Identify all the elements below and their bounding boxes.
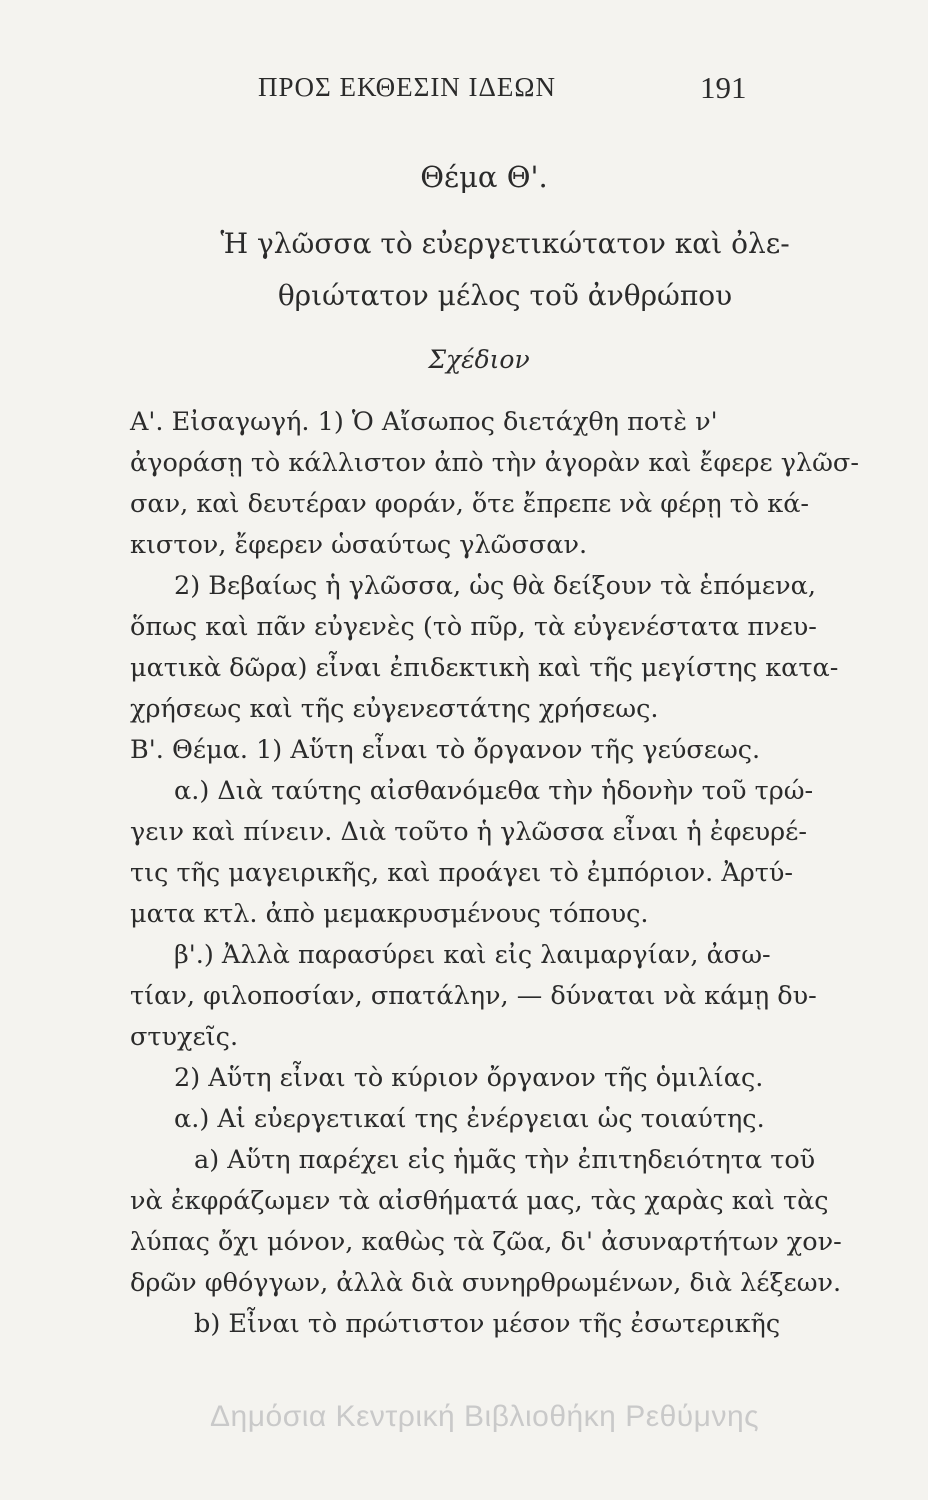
text-line: ματα κτλ. ἀπὸ μεμακρυσμένους τόπους. [130, 899, 649, 929]
text-line: b) Εἶναι τὸ πρώτιστον μέσον τῆς ἐσωτερικῆς [194, 1309, 781, 1339]
text-line: α.) Διὰ ταύτης αἰσθανόμεθα τὴν ἡδονὴν τοῦ τρώ- [174, 776, 814, 806]
text-line: 2) Αὕτη εἶναι τὸ κύριον ὄργανον τῆς ὁμιλίας. [174, 1063, 764, 1093]
running-head [0, 70, 928, 114]
text-line: α.) Αἱ εὐεργετικαί της ἐνέργειαι ὡς τοιαύτης. [174, 1104, 765, 1134]
text-line: γειν καὶ πίνειν. Διὰ τοῦτο ἡ γλῶσσα εἶναι ἡ ἐφευρέ- [130, 817, 807, 847]
subject-line: θριώτατον μέλος τοῦ ἀνθρώπου [277, 279, 733, 312]
outline-label: Σχέδιον [428, 345, 530, 374]
body-text [130, 402, 859, 1345]
text-line: ἀγοράσῃ τὸ κάλλιστον ἀπὸ τὴν ἀγορὰν καὶ ἔφερε γλῶσ- [130, 448, 859, 478]
library-watermark: Δημόσια Κεντρική Βιβλιοθήκη Ρεθύμνης [210, 1400, 760, 1433]
text-line: Β'. Θέμα. 1) Αὕτη εἶναι τὸ ὄργανον τῆς γεύσεως. [130, 735, 761, 765]
text-line: ματικὰ δῶρα) εἶναι ἐπιδεκτικὴ καὶ τῆς μεγίστης κατα- [130, 653, 839, 683]
text-line: δρῶν φθόγγων, ἀλλὰ διὰ συνηρθρωμένων, διὰ λέξεων. [130, 1268, 842, 1298]
running-title: ΠΡΟΣ ΕΚΘΕΣΙΝ ΙΔΕΩΝ [258, 72, 556, 102]
text-line: στυχεῖς. [130, 1022, 239, 1052]
text-line: νὰ ἐκφράζωμεν τὰ αἰσθήματά μας, τὰς χαρὰς καὶ τὰς [130, 1186, 829, 1216]
subject-line: Ἡ γλῶσσα τὸ εὐεργετικώτατον καὶ ὀλε- [220, 227, 790, 260]
theme-heading: Θέμα Θ'. [420, 160, 548, 194]
text-line: β'.) Ἀλλὰ παρασύρει καὶ εἰς λαιμαργίαν, ἀσω- [174, 940, 771, 970]
text-line: τις τῆς μαγειρικῆς, καὶ προάγει τὸ ἐμπόριον. Ἀρτύ- [130, 858, 793, 888]
text-line: κιστον, ἔφερεν ὡσαύτως γλῶσσαν. [130, 530, 588, 560]
text-line: a) Αὕτη παρέχει εἰς ἡμᾶς τὴν ἐπιτηδειότητα τοῦ [194, 1145, 816, 1175]
text-line: λύπας ὄχι μόνον, καθὼς τὰ ζῶα, δι' ἀσυναρτήτων χον- [130, 1227, 842, 1257]
text-line: 2) Βεβαίως ἡ γλῶσσα, ὡς θὰ δείξουν τὰ ἑπόμενα, [174, 571, 816, 601]
text-line: Α'. Εἰσαγωγή. 1) Ὁ Αἴσωπος διετάχθη ποτὲ ν' [130, 407, 718, 437]
page-number: 191 [700, 70, 747, 105]
text-line: χρήσεως καὶ τῆς εὐγενεστάτης χρήσεως. [130, 694, 659, 724]
text-line: σαν, καὶ δευτέραν φοράν, ὅτε ἔπρεπε νὰ φέρῃ τὸ κά- [130, 489, 810, 519]
subject-title [185, 218, 825, 322]
text-line: ὅπως καὶ πᾶν εὐγενὲς (τὸ πῦρ, τὰ εὐγενέστατα πνευ- [130, 612, 817, 642]
text-line: τίαν, φιλοποσίαν, σπατάλην, — δύναται νὰ κάμῃ δυ- [130, 981, 817, 1011]
